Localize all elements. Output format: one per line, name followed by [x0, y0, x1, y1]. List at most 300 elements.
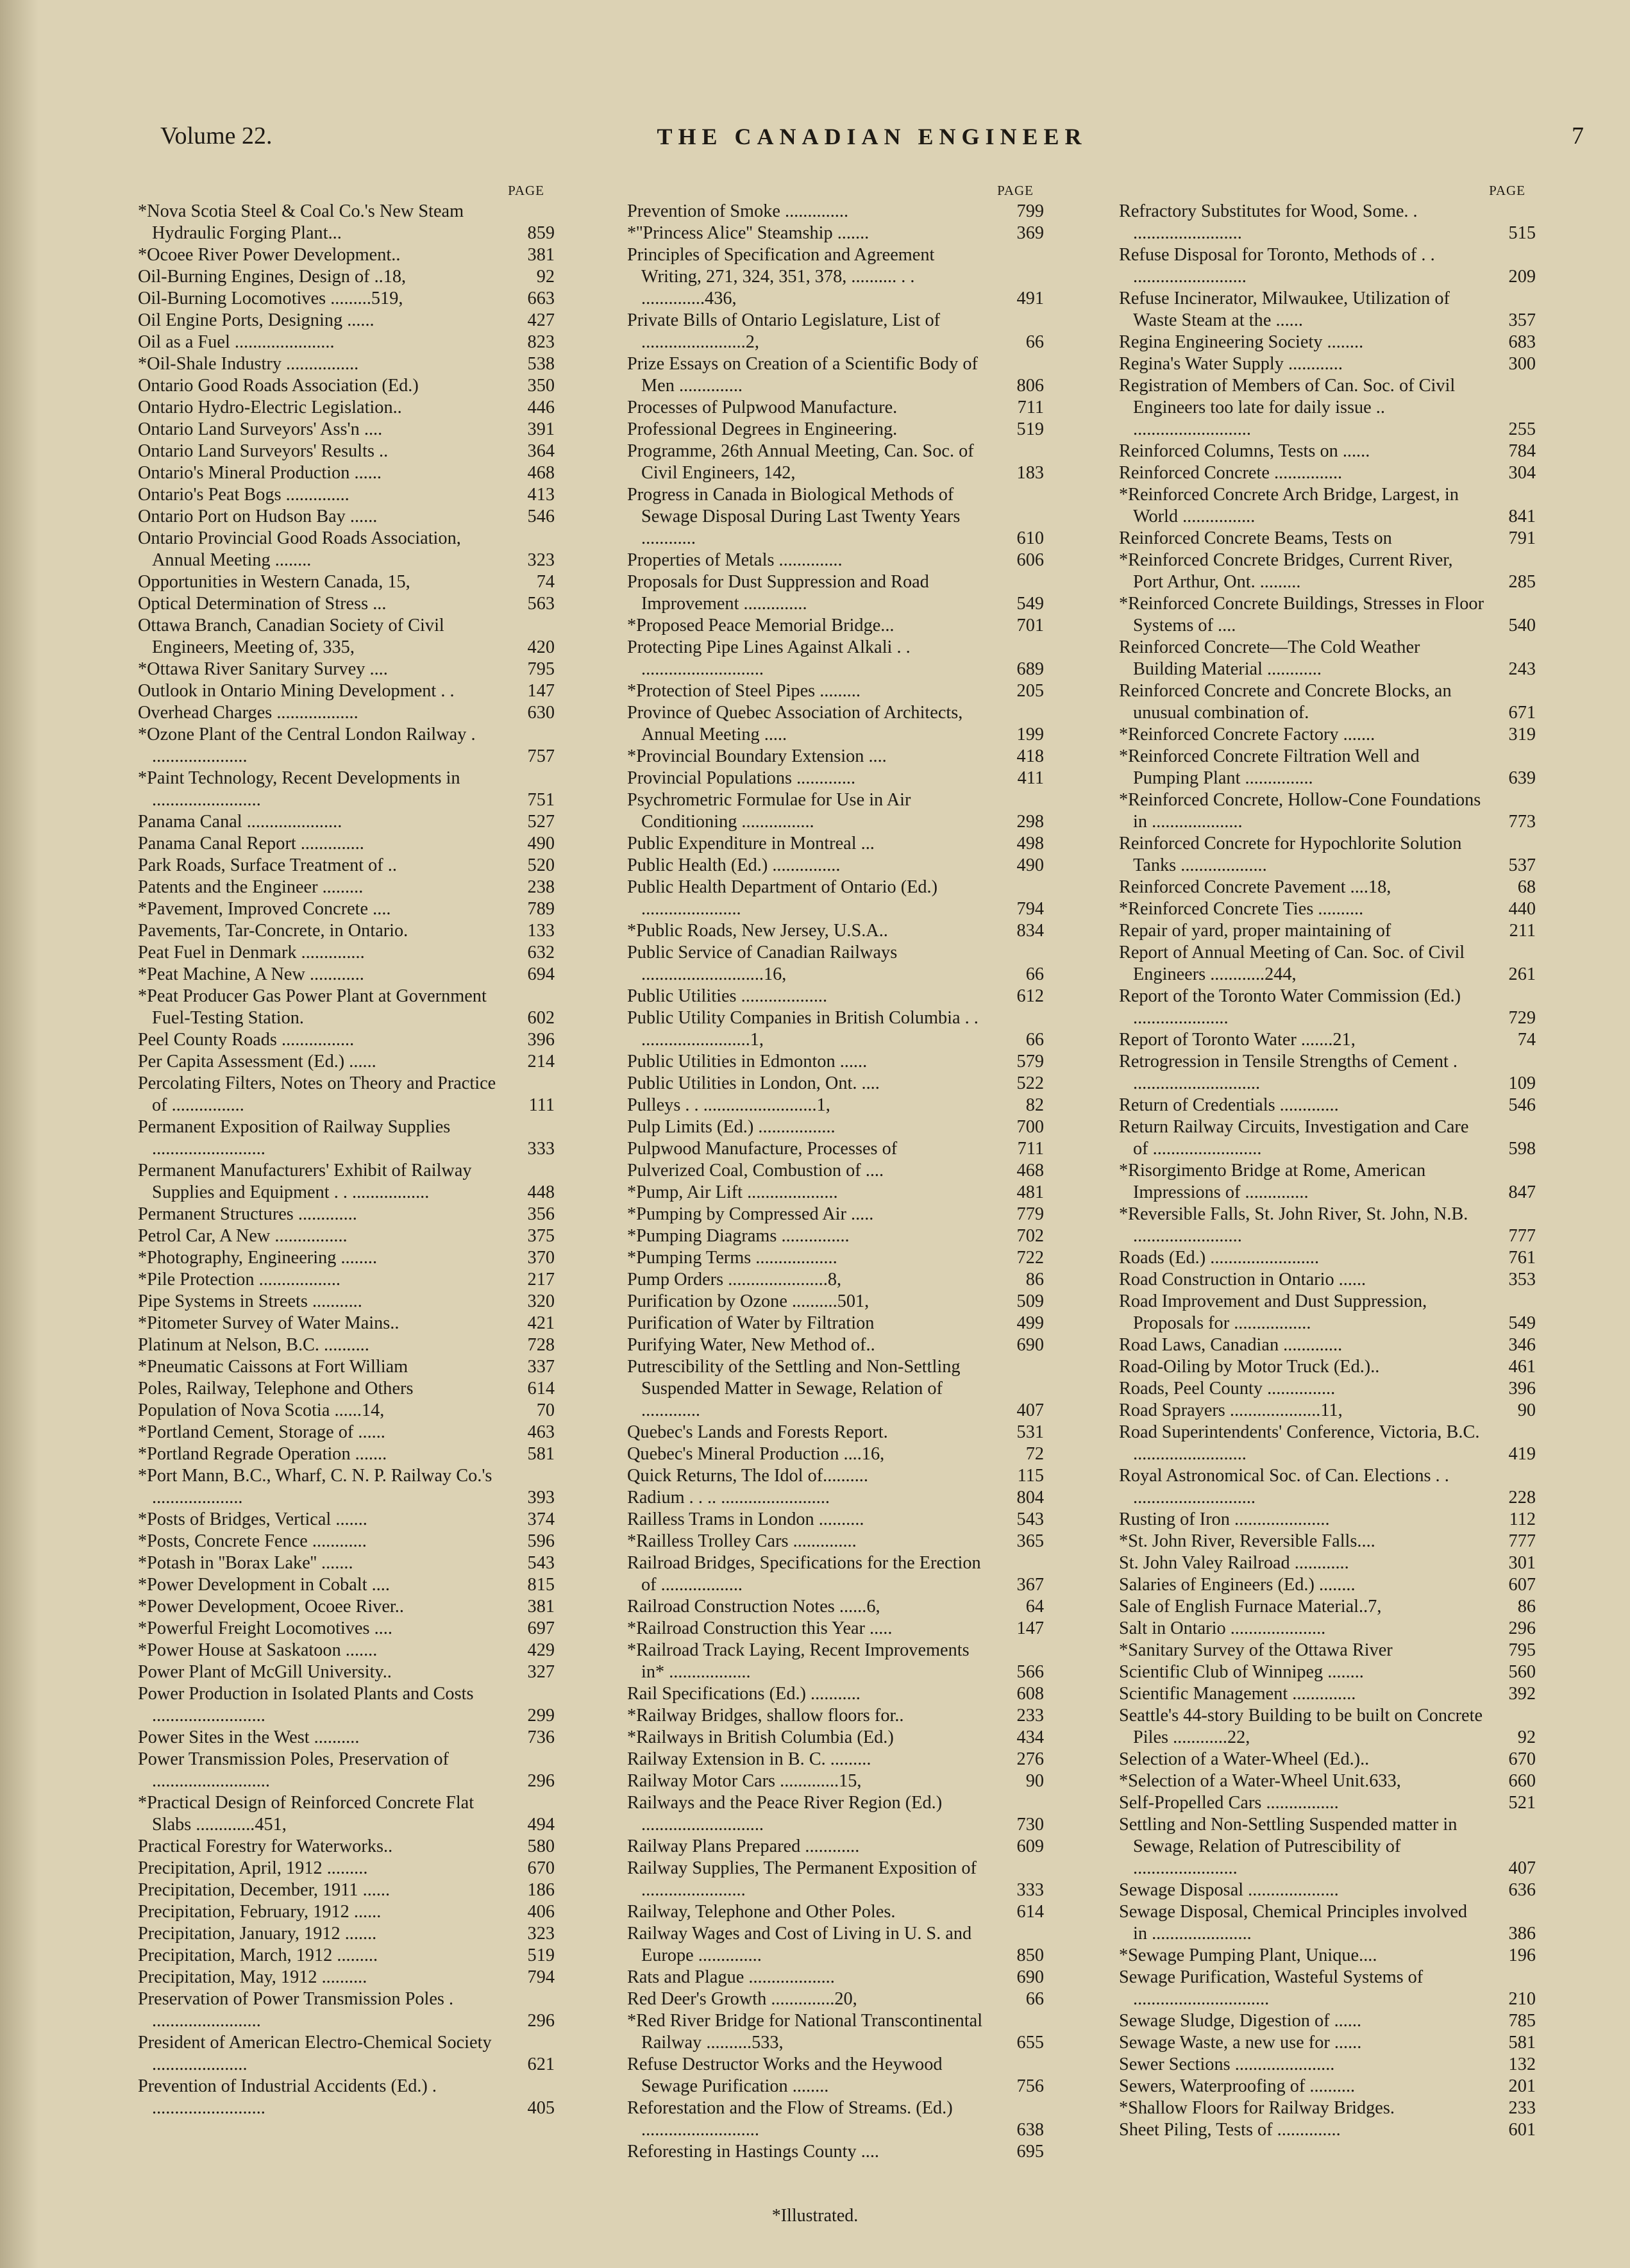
index-entry — [627, 1269, 1044, 1291]
entry-page-number: 596 — [527, 1531, 555, 1551]
index-entry — [1119, 1051, 1536, 1095]
entry-page-number: 700 — [1016, 1117, 1044, 1137]
index-entry — [627, 1204, 1044, 1225]
index-entry — [138, 201, 555, 244]
index-entry — [138, 1291, 555, 1313]
entry-title: *Peat Producer Gas Power Plant at Government Fuel-Testing Station. — [138, 986, 487, 1028]
index-entry — [627, 1095, 1044, 1116]
entry-title: Ontario Land Surveyors' Results .. — [138, 441, 389, 461]
entry-title: Roads, Peel County ............... — [1119, 1379, 1336, 1399]
entry-title: Railway Supplies, The Permanent Exposition of ....................... — [627, 1858, 977, 1900]
entry-page-number: 598 — [1508, 1139, 1536, 1159]
entry-title: *Pump, Air Lift .................... — [627, 1182, 838, 1202]
entry-page-number: 66 — [1025, 1030, 1044, 1050]
entry-page-number: 217 — [527, 1270, 555, 1289]
index-entry — [1119, 1640, 1536, 1661]
entry-title: Purification by Ozone ..........501, — [627, 1291, 870, 1311]
entry-title: Panama Canal Report .............. — [138, 834, 364, 853]
page-column-heading: PAGE — [508, 183, 544, 198]
index-entry — [1119, 2010, 1536, 2032]
index-entry — [138, 898, 555, 920]
entry-title: Oil-Burning Engines, Design of ..18, — [138, 267, 407, 287]
index-entry — [138, 1443, 555, 1465]
index-entry — [1119, 484, 1536, 528]
entry-title: Sewage Purification, Wasteful Systems of .............................. — [1119, 1967, 1424, 2009]
index-entry — [1119, 2032, 1536, 2054]
binding-shadow — [0, 0, 38, 2268]
entry-page-number: 756 — [1016, 2076, 1044, 2096]
entry-title: Reinforced Concrete Beams, Tests on — [1119, 528, 1392, 548]
index-entry — [627, 1443, 1044, 1465]
entry-title: Sale of English Furnace Material..7, — [1119, 1597, 1382, 1617]
index-entry — [627, 1356, 1044, 1422]
entry-title: Road Sprayers ....................11, — [1119, 1400, 1343, 1420]
index-entry — [627, 1225, 1044, 1247]
entry-page-number: 795 — [1508, 1640, 1536, 1660]
entry-title: Report of the Toronto Water Commission (Ed.) ..................... — [1119, 986, 1461, 1028]
entry-page-number: 859 — [527, 223, 555, 243]
entry-page-number: 90 — [1025, 1771, 1044, 1791]
index-entry — [138, 1400, 555, 1422]
entry-page-number: 186 — [527, 1880, 555, 1900]
index-entry — [138, 1509, 555, 1531]
index-entry — [1119, 986, 1536, 1029]
index-entry — [138, 266, 555, 288]
index-entry — [138, 942, 555, 964]
entry-page-number: 509 — [1016, 1291, 1044, 1311]
entry-title: Outlook in Ontario Mining Development . . — [138, 681, 455, 701]
entry-title: Refuse Destructor Works and the Heywood Sewage Purification ........ — [627, 2054, 943, 2096]
index-column-1 — [138, 183, 555, 2119]
entry-title: *Pile Protection .................. — [138, 1270, 340, 1289]
entry-page-number: 353 — [1508, 1270, 1536, 1289]
entry-title: Railway Plans Prepared ............ — [627, 1836, 860, 1856]
index-entry — [627, 1073, 1044, 1095]
index-entry — [1119, 942, 1536, 986]
entry-title: Reinforced Concrete ............... — [1119, 463, 1343, 483]
entry-title: Refuse Incinerator, Milwaukee, Utilization of Waste Steam at the ...... — [1119, 289, 1450, 330]
index-entry — [1119, 353, 1536, 375]
entry-page-number: 201 — [1508, 2076, 1536, 2096]
journal-title: THE CANADIAN ENGINEER — [657, 124, 1088, 149]
entry-page-number: 660 — [1508, 1771, 1536, 1791]
index-entry — [138, 571, 555, 593]
index-entry — [627, 571, 1044, 615]
index-entry — [627, 789, 1044, 833]
entry-title: Seattle's 44-story Building to be built on Concrete Piles ............22, — [1119, 1706, 1483, 1747]
entry-page-number: 791 — [1508, 528, 1536, 548]
entry-title: Panama Canal ..................... — [138, 812, 342, 832]
entry-page-number: 779 — [1016, 1204, 1044, 1224]
entry-page-number: 701 — [1016, 616, 1044, 635]
entry-page-number: 365 — [1016, 1531, 1044, 1551]
entry-page-number: 147 — [1016, 1618, 1044, 1638]
entry-page-number: 147 — [527, 681, 555, 701]
entry-page-number: 411 — [1017, 768, 1044, 788]
entry-page-number: 421 — [527, 1313, 555, 1333]
entry-title: Sewage Waste, a new use for ...... — [1119, 2033, 1362, 2053]
entry-page-number: 323 — [527, 1924, 555, 1944]
entry-page-number: 519 — [527, 1945, 555, 1965]
entry-title: Ontario Provincial Good Roads Association, Annual Meeting ........ — [138, 528, 461, 570]
entry-title: Peel County Roads ................ — [138, 1030, 355, 1050]
entry-title: Power Sites in the West .......... — [138, 1727, 360, 1747]
entry-page-number: 468 — [527, 463, 555, 483]
index-entry — [627, 397, 1044, 419]
entry-title: Pulleys . . .........................1, — [627, 1095, 830, 1115]
index-entry — [1119, 1574, 1536, 1596]
entry-title: Power Transmission Poles, Preservation of .......................... — [138, 1749, 449, 1791]
entry-page-number: 381 — [527, 1597, 555, 1617]
entry-page-number: 391 — [527, 419, 555, 439]
entry-page-number: 66 — [1025, 1989, 1044, 2009]
entry-page-number: 815 — [527, 1575, 555, 1595]
entry-page-number: 736 — [527, 1727, 555, 1747]
index-entry — [627, 2097, 1044, 2141]
index-entry — [138, 986, 555, 1029]
entry-page-number: 285 — [1508, 572, 1536, 592]
entry-title: Reinforced Concrete Pavement ....18, — [1119, 877, 1391, 897]
index-entry — [1119, 1661, 1536, 1683]
index-entry — [627, 484, 1044, 550]
index-entry — [138, 593, 555, 615]
index-entry — [627, 637, 1044, 680]
entry-page-number: 566 — [1016, 1662, 1044, 1682]
entry-title: Pulverized Coal, Combustion of .... — [627, 1161, 884, 1180]
entry-title: Park Roads, Surface Treatment of .. — [138, 855, 397, 875]
entry-title: Peat Fuel in Denmark .............. — [138, 943, 365, 962]
entry-title: Ontario Hydro-Electric Legislation.. — [138, 398, 402, 417]
entry-page-number: 728 — [527, 1335, 555, 1355]
index-entry — [1119, 2076, 1536, 2097]
index-entry — [1119, 528, 1536, 550]
index-entry — [627, 1531, 1044, 1552]
index-entry — [1119, 1945, 1536, 1967]
index-column-3 — [1119, 183, 1536, 2141]
entry-title: Quebec's Mineral Production ....16, — [627, 1444, 885, 1464]
index-entry — [138, 659, 555, 680]
index-entry — [138, 768, 555, 811]
entry-title: Permanent Structures ............. — [138, 1204, 357, 1224]
entry-title: *St. John River, Reversible Falls.... — [1119, 1531, 1375, 1551]
index-entry — [627, 1552, 1044, 1596]
entry-page-number: 546 — [527, 507, 555, 526]
entry-title: *Proposed Peace Memorial Bridge... — [627, 616, 895, 635]
index-entry — [627, 201, 1044, 223]
index-entry — [138, 1836, 555, 1858]
entry-title: Railway Motor Cars .............15, — [627, 1771, 862, 1791]
entry-page-number: 243 — [1508, 659, 1536, 679]
entry-page-number: 537 — [1508, 855, 1536, 875]
entry-title: Refuse Disposal for Toronto, Methods of . . ......................... — [1119, 245, 1435, 287]
entry-page-number: 74 — [1517, 1030, 1536, 1050]
entry-page-number: 636 — [1508, 1880, 1536, 1900]
index-entry — [138, 1313, 555, 1334]
entry-page-number: 481 — [1016, 1182, 1044, 1202]
entry-page-number: 367 — [1016, 1575, 1044, 1595]
entry-page-number: 346 — [1508, 1335, 1536, 1355]
entry-page-number: 86 — [1517, 1597, 1536, 1617]
entry-title: Return of Credentials ............. — [1119, 1095, 1339, 1115]
entry-page-number: 761 — [1508, 1248, 1536, 1268]
entry-page-number: 427 — [527, 310, 555, 330]
index-entry — [1119, 1683, 1536, 1705]
index-entry — [138, 1640, 555, 1661]
entry-page-number: 785 — [1508, 2011, 1536, 2031]
entry-title: Ontario's Mineral Production ...... — [138, 463, 382, 483]
index-entry — [138, 1574, 555, 1596]
index-entry — [138, 680, 555, 702]
entry-title: Regina's Water Supply ............ — [1119, 354, 1343, 374]
entry-page-number: 580 — [527, 1836, 555, 1856]
entry-title: Quebec's Lands and Forests Report. — [627, 1422, 888, 1442]
entry-title: Platinum at Nelson, B.C. .......... — [138, 1335, 369, 1355]
index-entry — [1119, 2054, 1536, 2076]
index-entry — [138, 1858, 555, 1879]
entry-title: *Ottawa River Sanitary Survey .... — [138, 659, 388, 679]
index-entry — [1119, 1422, 1536, 1465]
index-entry — [1119, 1291, 1536, 1334]
index-entry — [138, 1465, 555, 1509]
entry-title: *Sewage Pumping Plant, Unique.... — [1119, 1945, 1377, 1965]
entry-title: Public Expenditure in Montreal ... — [627, 834, 875, 853]
entry-title: *Pumping by Compressed Air ..... — [627, 1204, 874, 1224]
index-entry — [138, 964, 555, 986]
entry-page-number: 757 — [527, 746, 555, 766]
entry-page-number: 296 — [527, 2011, 555, 2031]
index-entry — [138, 1967, 555, 1988]
entry-title: Pulpwood Manufacture, Processes of — [627, 1139, 898, 1159]
entry-page-number: 276 — [1016, 1749, 1044, 1769]
index-entry — [138, 310, 555, 332]
index-entry — [1119, 898, 1536, 920]
entry-title: Practical Forestry for Waterworks.. — [138, 1836, 393, 1856]
entry-page-number: 671 — [1508, 703, 1536, 723]
entry-title: Settling and Non-Settling Suspended matter in Sewage, Relation of Putrescibility of ....................... — [1119, 1815, 1458, 1878]
entry-page-number: 92 — [536, 267, 555, 287]
entry-title: Railway Wages and Cost of Living in U. S. and Europe .............. — [627, 1924, 972, 1965]
entry-page-number: 209 — [1508, 267, 1536, 287]
entry-page-number: 722 — [1016, 1248, 1044, 1268]
entry-page-number: 304 — [1508, 463, 1536, 483]
index-entry — [138, 288, 555, 310]
index-entry — [138, 1552, 555, 1574]
index-entry — [627, 1487, 1044, 1509]
index-entry — [138, 1269, 555, 1291]
index-entry — [627, 310, 1044, 353]
entry-title: Poles, Railway, Telephone and Others — [138, 1379, 414, 1399]
entry-title: Precipitation, January, 1912 ....... — [138, 1924, 377, 1944]
entry-title: *Photography, Engineering ........ — [138, 1248, 378, 1268]
index-entry — [138, 1792, 555, 1836]
entry-title: Prize Essays on Creation of a Scientific Body of Men .............. — [627, 354, 978, 396]
entry-title: Sewage Disposal .................... — [1119, 1880, 1339, 1900]
entry-page-number: 228 — [1508, 1488, 1536, 1508]
index-entry — [1119, 1247, 1536, 1269]
entry-title: *Red River Bridge for National Transcontinental Railway ..........533, — [627, 2011, 983, 2053]
index-entry — [627, 1727, 1044, 1749]
entry-page-number: 784 — [1508, 441, 1536, 461]
entry-page-number: 521 — [1508, 1793, 1536, 1813]
entry-title: Properties of Metals .............. — [627, 550, 843, 570]
entry-page-number: 670 — [527, 1858, 555, 1878]
entry-page-number: 602 — [527, 1008, 555, 1028]
entry-title: Prevention of Industrial Accidents (Ed.) . ......................... — [138, 2076, 437, 2118]
index-entry — [138, 1923, 555, 1945]
entry-page-number: 789 — [527, 899, 555, 919]
index-entry — [1119, 1552, 1536, 1574]
entry-title: Road Construction in Ontario ...... — [1119, 1270, 1366, 1289]
index-entry — [1119, 1879, 1536, 1901]
entry-page-number: 498 — [1016, 834, 1044, 853]
index-entry — [138, 1378, 555, 1400]
entry-page-number: 375 — [527, 1226, 555, 1246]
entry-title: Public Utility Companies in British Columbia . . ........................1, — [627, 1008, 979, 1050]
entry-title: Precipitation, March, 1912 ......... — [138, 1945, 378, 1965]
index-entry — [1119, 877, 1536, 898]
index-entry — [627, 1007, 1044, 1051]
entry-page-number: 841 — [1508, 507, 1536, 526]
index-entry — [138, 1356, 555, 1378]
entry-title: *Portland Regrade Operation ....... — [138, 1444, 387, 1464]
entry-title: Sewer Sections ...................... — [1119, 2054, 1335, 2074]
entry-page-number: 319 — [1508, 725, 1536, 744]
entry-page-number: 369 — [1016, 223, 1044, 243]
index-entry — [627, 1509, 1044, 1531]
entry-title: Self-Propelled Cars ................ — [1119, 1793, 1339, 1813]
entry-title: Salt in Ontario ..................... — [1119, 1618, 1326, 1638]
entry-title: Putrescibility of the Settling and Non-Settling Suspended Matter in Sewage, Relation of ............. — [627, 1357, 961, 1420]
entry-title: Ontario Port on Hudson Bay ...... — [138, 507, 378, 526]
entry-page-number: 638 — [1016, 2120, 1044, 2140]
entry-page-number: 609 — [1016, 1836, 1044, 1856]
entry-title: *Ocoee River Power Development.. — [138, 245, 401, 265]
index-entry — [1119, 1705, 1536, 1749]
entry-title: Province of Quebec Association of Architects, Annual Meeting ..... — [627, 703, 963, 744]
entry-title: Reinforced Concrete and Concrete Blocks, an unusual combination of. — [1119, 681, 1452, 723]
entry-title: Per Capita Assessment (Ed.) ...... — [138, 1052, 376, 1071]
index-entry — [138, 833, 555, 855]
index-entry — [1119, 288, 1536, 332]
entry-page-number: 794 — [1016, 899, 1044, 919]
index-entry — [1119, 1334, 1536, 1356]
index-entry — [627, 1182, 1044, 1204]
entry-title: Railless Trams in London .......... — [627, 1509, 864, 1529]
index-column-2 — [627, 183, 1044, 2163]
entry-page-number: 581 — [1508, 2033, 1536, 2053]
entry-title: Prevention of Smoke .............. — [627, 201, 849, 221]
index-entry — [1119, 789, 1536, 833]
entry-title: President of American Electro-Chemical Society ..................... — [138, 2033, 492, 2074]
entry-page-number: 66 — [1025, 964, 1044, 984]
entry-title: Sewage Sludge, Digestion of ...... — [1119, 2011, 1362, 2031]
entry-page-number: 702 — [1016, 1226, 1044, 1246]
index-entry — [1119, 2119, 1536, 2141]
entry-page-number: 579 — [1016, 1052, 1044, 1071]
entry-title: *Pneumatic Caissons at Fort William — [138, 1357, 408, 1377]
index-entry — [138, 1116, 555, 1160]
entry-page-number: 320 — [527, 1291, 555, 1311]
entry-title: *Power House at Saskatoon ....... — [138, 1640, 378, 1660]
index-entry — [138, 375, 555, 397]
entry-title: *Powerful Freight Locomotives .... — [138, 1618, 392, 1638]
entry-title: *Risorgimento Bridge at Rome, American Impressions of .............. — [1119, 1161, 1426, 1202]
index-entry — [1119, 375, 1536, 441]
entry-title: Public Utilities in Edmonton ...... — [627, 1052, 868, 1071]
page-number: 7 — [1572, 122, 1584, 149]
entry-page-number: 581 — [527, 1444, 555, 1464]
index-entry — [1119, 1095, 1536, 1116]
index-entry — [138, 1945, 555, 1967]
entry-page-number: 563 — [527, 594, 555, 614]
entry-page-number: 446 — [527, 398, 555, 417]
entry-page-number: 420 — [527, 637, 555, 657]
entry-title: Pulp Limits (Ed.) ................. — [627, 1117, 836, 1137]
entry-title: Rail Specifications (Ed.) ........... — [627, 1684, 861, 1704]
entry-title: Public Utilities ................... — [627, 986, 828, 1006]
entry-title: *Railroad Construction this Year ..... — [627, 1618, 893, 1638]
index-entry — [627, 1967, 1044, 1988]
entry-title: Scientific Club of Winnipeg ........ — [1119, 1662, 1364, 1682]
index-entry — [1119, 1269, 1536, 1291]
index-entry — [138, 332, 555, 353]
index-entry — [627, 1313, 1044, 1334]
entry-page-number: 374 — [527, 1509, 555, 1529]
entry-title: Reinforced Concrete for Hypochlorite Solution Tanks ................... — [1119, 834, 1462, 875]
index-entry — [138, 1749, 555, 1792]
entry-page-number: 463 — [527, 1422, 555, 1442]
entry-page-number: 333 — [527, 1139, 555, 1159]
entry-page-number: 799 — [1016, 201, 1044, 221]
entry-page-number: 847 — [1508, 1182, 1536, 1202]
entry-page-number: 697 — [527, 1618, 555, 1638]
entry-title: Power Production in Isolated Plants and Costs ......................... — [138, 1684, 474, 1726]
entry-page-number: 612 — [1016, 986, 1044, 1006]
entry-page-number: 711 — [1017, 1139, 1044, 1159]
index-entry — [627, 1291, 1044, 1313]
entry-page-number: 296 — [1508, 1618, 1536, 1638]
index-entry — [138, 1160, 555, 1204]
index-entry — [627, 986, 1044, 1007]
index-entry — [627, 920, 1044, 942]
entry-title: Programme, 26th Annual Meeting, Can. Soc. of Civil Engineers, 142, — [627, 441, 974, 483]
index-entry — [138, 1988, 555, 2032]
entry-title: *Potash in ''Borax Lake'' ....... — [138, 1553, 353, 1573]
entry-title: *Reinforced Concrete Bridges, Current River, Port Arthur, Ont. ......... — [1119, 550, 1453, 592]
entry-title: Ottawa Branch, Canadian Society of Civil Engineers, Meeting of, 335, — [138, 616, 444, 657]
entry-title: *Selection of a Water-Wheel Unit.633, — [1119, 1771, 1401, 1791]
entry-page-number: 540 — [1508, 616, 1536, 635]
entry-page-number: 333 — [1016, 1880, 1044, 1900]
entry-page-number: 327 — [527, 1662, 555, 1682]
index-entry — [138, 702, 555, 724]
entry-page-number: 205 — [1016, 681, 1044, 701]
entry-page-number: 261 — [1508, 964, 1536, 984]
entry-page-number: 405 — [527, 2098, 555, 2118]
index-entry — [1119, 1356, 1536, 1378]
entry-title: *Reinforced Concrete Factory ....... — [1119, 725, 1375, 744]
entry-title: Public Service of Canadian Railways ...........................16, — [627, 943, 898, 984]
entry-title: *''Princess Alice'' Steamship ....... — [627, 223, 870, 243]
index-entry — [138, 877, 555, 898]
entry-page-number: 794 — [527, 1967, 555, 1987]
entry-title: Purification of Water by Filtration — [627, 1313, 875, 1333]
entry-page-number: 689 — [1016, 659, 1044, 679]
entry-title: Reforesting in Hastings County .... — [627, 2142, 879, 2162]
entry-page-number: 639 — [1508, 768, 1536, 788]
entry-page-number: 531 — [1016, 1422, 1044, 1442]
entry-title: Professional Degrees in Engineering. — [627, 419, 898, 439]
